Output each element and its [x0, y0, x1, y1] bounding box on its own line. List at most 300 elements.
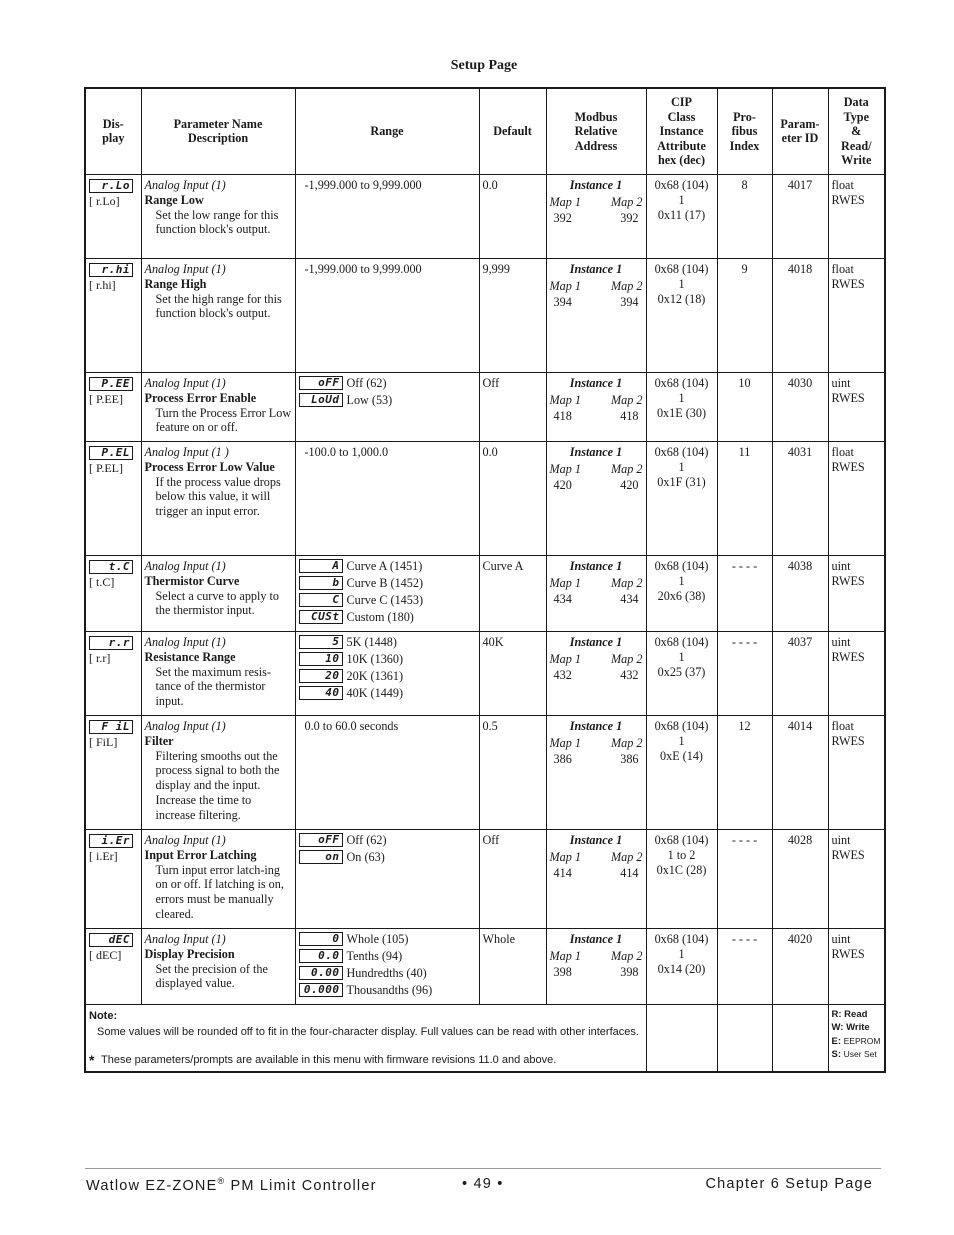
modbus-addr2: 414: [620, 865, 639, 880]
col-header-default: Default: [479, 88, 546, 174]
modbus-map2: Map 2: [611, 575, 643, 590]
display-cell: [85, 372, 141, 441]
modbus-cell: [546, 372, 646, 441]
param-id-cell: 4018: [772, 258, 828, 372]
col-header-param-id: Param- eter ID: [772, 88, 828, 174]
display-cell: [85, 555, 141, 631]
range-option-text: Hundredths (40): [346, 965, 427, 980]
cip-cell: [646, 258, 717, 372]
data-type: uint: [831, 832, 851, 847]
display-label: [ i.Er]: [89, 848, 118, 863]
default-cell: 0.0: [479, 441, 546, 555]
default-cell: Off: [479, 372, 546, 441]
cip-class: 0x68 (104): [654, 177, 709, 192]
range-cell: [295, 829, 479, 928]
cip-cell: [646, 372, 717, 441]
header-row: [85, 88, 885, 174]
param-description: Filtering smooths out the process signal to both the display and the input. Increase the time to increase filtering.: [155, 748, 280, 822]
display-label: [ dEC]: [89, 947, 122, 962]
range-text: -1,999.000 to 9,999.000: [304, 177, 422, 192]
param-description: Select a curve to apply to the thermistor input.: [155, 588, 280, 618]
data-type-cell: [828, 715, 885, 829]
cip-attribute: 0x1F (31): [657, 474, 706, 489]
param-id-cell: 4037: [772, 631, 828, 715]
read-write: RWES: [831, 276, 865, 291]
modbus-addr2: 398: [620, 964, 639, 979]
display-code-box: 0.00: [299, 966, 343, 980]
note-cell: [85, 1004, 646, 1072]
modbus-map2: Map 2: [611, 948, 643, 963]
range-option-text: 5K (1448): [346, 634, 397, 649]
param-cell: [141, 441, 295, 555]
param-name: Display Precision: [144, 946, 235, 961]
table-body: [85, 174, 885, 1004]
modbus-map1: Map 1: [549, 849, 581, 864]
display-code-box: 20: [299, 669, 343, 683]
modbus-addr2: 394: [620, 294, 639, 309]
profibus-cell: 8: [717, 174, 772, 258]
param-id-cell: 4028: [772, 829, 828, 928]
param-cell: [141, 258, 295, 372]
display-cell: [85, 631, 141, 715]
display-code-box: 10: [299, 652, 343, 666]
modbus-map1: Map 1: [549, 735, 581, 750]
col-header-param: Parameter Name Description: [141, 88, 295, 174]
param-cell: [141, 631, 295, 715]
display-code-box: oFF: [299, 376, 343, 390]
read-write: RWES: [831, 390, 865, 405]
legend-item: E: EEPROM: [831, 1035, 881, 1047]
param-id-cell: 4020: [772, 928, 828, 1004]
cip-class: 0x68 (104): [654, 261, 709, 276]
modbus-map1: Map 1: [549, 194, 581, 209]
modbus-map1: Map 1: [549, 392, 581, 407]
range-option-text: Custom (180): [346, 609, 414, 624]
param-category: Analog Input (1 ): [144, 444, 229, 459]
param-name: Filter: [144, 733, 174, 748]
modbus-addr2: 432: [620, 667, 639, 682]
modbus-instance: Instance 1: [569, 718, 623, 733]
display-label: [ P.EL]: [89, 460, 123, 475]
read-write: RWES: [831, 459, 865, 474]
display-code-box: 0.0: [299, 949, 343, 963]
modbus-instance: Instance 1: [569, 558, 623, 573]
data-type-cell: [828, 174, 885, 258]
cip-cell: [646, 715, 717, 829]
display-code-box: CUSt: [299, 610, 343, 624]
param-description: Set the high range for this function block's output.: [155, 291, 282, 321]
display-code-box: P.EE: [89, 377, 133, 391]
range-cell: [295, 631, 479, 715]
range-option-text: 40K (1449): [346, 685, 404, 700]
display-code-box: 5: [299, 635, 343, 649]
cip-instance: 1: [678, 573, 685, 588]
read-write: RWES: [831, 847, 865, 862]
param-description: Turn input error latch-ing on or off. If latching is on, errors must be manually cleared.: [155, 862, 284, 921]
display-code-box: 40: [299, 686, 343, 700]
param-description: Set the maximum resis-tance of the thermistor input.: [155, 664, 271, 709]
note-title: Note:: [89, 1009, 118, 1022]
modbus-instance: Instance 1: [569, 444, 623, 459]
param-name: Process Error Low Value: [144, 459, 275, 474]
footer-page-number: • 49 •: [462, 1176, 504, 1192]
data-type-cell: [828, 829, 885, 928]
cip-instance: 1: [678, 390, 685, 405]
param-name: Thermistor Curve: [144, 573, 240, 588]
modbus-map2: Map 2: [611, 735, 643, 750]
modbus-addr1: 414: [553, 865, 572, 880]
param-category: Analog Input (1): [144, 261, 226, 276]
param-category: Analog Input (1): [144, 177, 226, 192]
range-option: [299, 833, 476, 850]
cip-cell: [646, 174, 717, 258]
param-category: Analog Input (1): [144, 718, 226, 733]
range-option-text: On (63): [346, 849, 385, 864]
modbus-addr2: 420: [620, 477, 639, 492]
read-write: RWES: [831, 192, 865, 207]
cip-attribute: 0x25 (37): [657, 664, 706, 679]
data-type: uint: [831, 375, 851, 390]
display-label: [ t.C]: [89, 574, 115, 589]
modbus-map2: Map 2: [611, 849, 643, 864]
display-cell: [85, 441, 141, 555]
default-cell: 0.0: [479, 174, 546, 258]
cip-instance: 1: [678, 276, 685, 291]
cip-cell: [646, 928, 717, 1004]
range-option-text: Off (62): [346, 832, 387, 847]
modbus-instance: Instance 1: [569, 931, 623, 946]
display-code-box: A: [299, 559, 343, 573]
cip-cell: [646, 555, 717, 631]
parameter-table: [84, 87, 886, 1073]
modbus-map1: Map 1: [549, 278, 581, 293]
range-text: 0.0 to 60.0 seconds: [304, 718, 399, 733]
profibus-cell: 11: [717, 441, 772, 555]
cip-attribute: 0x11 (17): [657, 207, 706, 222]
range-text: -1,999.000 to 9,999.000: [304, 261, 422, 276]
page-title: Setup Page: [450, 58, 518, 73]
range-option: [299, 966, 476, 983]
range-cell: [295, 555, 479, 631]
modbus-addr1: 386: [553, 751, 572, 766]
modbus-cell: [546, 928, 646, 1004]
cip-attribute: 0x1C (28): [656, 862, 707, 877]
param-name: Resistance Range: [144, 649, 236, 664]
range-cell: [295, 715, 479, 829]
param-category: Analog Input (1): [144, 375, 226, 390]
range-option: [299, 635, 476, 652]
param-description: Turn the Process Error Low feature on or off.: [155, 405, 292, 435]
display-label: [ P.EE]: [89, 391, 123, 406]
rw-legend: [828, 1004, 885, 1072]
modbus-map1: Map 1: [549, 575, 581, 590]
range-option: [299, 376, 476, 393]
col-header-modbus: Modbus Relative Address: [546, 88, 646, 174]
modbus-map1: Map 1: [549, 651, 581, 666]
range-text: -100.0 to 1,000.0: [304, 444, 389, 459]
range-option-text: Curve A (1451): [346, 558, 423, 573]
table-row: [85, 928, 885, 1004]
profibus-cell: - - - -: [717, 829, 772, 928]
note-empty-profibus: [717, 1004, 772, 1072]
data-type-cell: [828, 372, 885, 441]
display-code-box: t.C: [89, 560, 133, 574]
range-option: [299, 559, 476, 576]
modbus-cell: [546, 174, 646, 258]
modbus-addr1: 394: [553, 294, 572, 309]
cip-instance: 1: [678, 733, 685, 748]
range-option: [299, 610, 476, 627]
data-type: float: [831, 177, 854, 192]
param-cell: [141, 715, 295, 829]
modbus-addr1: 432: [553, 667, 572, 682]
col-header-range: Range: [295, 88, 479, 174]
modbus-addr1: 398: [553, 964, 572, 979]
range-option: [299, 932, 476, 949]
cip-instance: 1: [678, 192, 685, 207]
data-type: uint: [831, 931, 851, 946]
cip-attribute: 0x12 (18): [657, 291, 706, 306]
range-option-text: Curve B (1452): [346, 575, 423, 590]
display-code-box: i.Er: [89, 834, 133, 848]
display-code-box: r.hi: [89, 263, 133, 277]
param-name: Input Error Latching: [144, 847, 257, 862]
display-code-box: r.r: [89, 636, 133, 650]
cip-attribute: 0xE (14): [660, 748, 703, 763]
modbus-cell: [546, 441, 646, 555]
default-cell: 0.5: [479, 715, 546, 829]
cip-instance: 1: [678, 946, 685, 961]
col-header-data-type: Data Type & Read/ Write: [828, 88, 885, 174]
modbus-cell: [546, 555, 646, 631]
modbus-addr1: 434: [553, 591, 572, 606]
param-category: Analog Input (1): [144, 558, 226, 573]
param-name: Range High: [144, 276, 207, 291]
legend-item: S: User Set: [831, 1049, 877, 1061]
param-id-cell: 4014: [772, 715, 828, 829]
range-option: [299, 652, 476, 669]
modbus-addr1: 418: [553, 408, 572, 423]
modbus-map1: Map 1: [549, 948, 581, 963]
param-category: Analog Input (1): [144, 634, 226, 649]
display-cell: [85, 258, 141, 372]
read-write: RWES: [831, 733, 865, 748]
asterisk-icon: *: [89, 1051, 95, 1068]
display-cell: [85, 829, 141, 928]
cip-instance: 1: [678, 649, 685, 664]
display-cell: [85, 174, 141, 258]
firmware-note: [89, 1052, 643, 1068]
display-label: [ r.Lo]: [89, 193, 120, 208]
data-type: float: [831, 444, 854, 459]
table-row: [85, 174, 885, 258]
modbus-instance: Instance 1: [569, 634, 623, 649]
data-type-cell: [828, 928, 885, 1004]
data-type: uint: [831, 634, 851, 649]
range-option-text: Low (53): [346, 392, 393, 407]
range-cell: [295, 258, 479, 372]
col-header-profibus: Pro- fibus Index: [717, 88, 772, 174]
modbus-instance: Instance 1: [569, 375, 623, 390]
data-type-cell: [828, 441, 885, 555]
modbus-addr2: 434: [620, 591, 639, 606]
table-row: [85, 715, 885, 829]
param-category: Analog Input (1): [144, 931, 226, 946]
range-cell: [295, 928, 479, 1004]
param-name: Range Low: [144, 192, 204, 207]
param-cell: [141, 372, 295, 441]
note-text: Some values will be rounded off to fit in the four-character display. Full values can be read with other interfaces.: [97, 1025, 639, 1038]
display-label: [ FiL]: [89, 734, 118, 749]
param-cell: [141, 928, 295, 1004]
param-id-cell: 4031: [772, 441, 828, 555]
range-cell: [295, 441, 479, 555]
cip-attribute: 0x1E (30): [656, 405, 707, 420]
modbus-instance: Instance 1: [569, 261, 623, 276]
cip-class: 0x68 (104): [654, 931, 709, 946]
modbus-cell: [546, 258, 646, 372]
display-label: [ r.r]: [89, 650, 111, 665]
range-option-text: Off (62): [346, 375, 387, 390]
cip-attribute: 0x14 (20): [657, 961, 706, 976]
note-empty-cip: [646, 1004, 717, 1072]
param-description: Set the precision of the displayed value.: [155, 961, 268, 991]
profibus-cell: 12: [717, 715, 772, 829]
cip-class: 0x68 (104): [654, 718, 709, 733]
cip-class: 0x68 (104): [654, 444, 709, 459]
legend-item: R: Read: [831, 1008, 868, 1020]
read-write: RWES: [831, 649, 865, 664]
profibus-cell: 9: [717, 258, 772, 372]
param-description: Set the low range for this function block's output.: [155, 207, 279, 237]
param-cell: [141, 829, 295, 928]
modbus-map2: Map 2: [611, 278, 643, 293]
display-code-box: LoUd: [299, 393, 343, 407]
param-id-cell: 4017: [772, 174, 828, 258]
cip-class: 0x68 (104): [654, 634, 709, 649]
legend-item: W: Write: [831, 1022, 870, 1034]
modbus-map1: Map 1: [549, 461, 581, 476]
col-header-cip: CIP Class Instance Attribute hex (dec): [646, 88, 717, 174]
range-option: [299, 393, 476, 410]
footer-divider: [85, 1168, 881, 1169]
modbus-map2: Map 2: [611, 194, 643, 209]
data-type-cell: [828, 631, 885, 715]
param-cell: [141, 555, 295, 631]
modbus-addr2: 386: [620, 751, 639, 766]
table-row: [85, 829, 885, 928]
modbus-cell: [546, 715, 646, 829]
profibus-cell: - - - -: [717, 555, 772, 631]
default-cell: 40K: [479, 631, 546, 715]
display-code-box: b: [299, 576, 343, 590]
data-type: float: [831, 718, 854, 733]
modbus-map2: Map 2: [611, 461, 643, 476]
modbus-instance: Instance 1: [569, 177, 623, 192]
range-option: [299, 576, 476, 593]
modbus-addr1: 420: [553, 477, 572, 492]
note-row: [85, 1004, 885, 1072]
data-type-cell: [828, 258, 885, 372]
footer-product: Watlow EZ-ZONE® PM Limit Controller: [86, 1176, 377, 1194]
param-name: Process Error Enable: [144, 390, 257, 405]
range-option: [299, 949, 476, 966]
range-option-text: Whole (105): [346, 931, 409, 946]
display-code-box: 0.000: [299, 983, 343, 997]
display-code-box: r.Lo: [89, 179, 133, 193]
modbus-cell: [546, 631, 646, 715]
range-option-text: 20K (1361): [346, 668, 404, 683]
range-option-text: Thousandths (96): [346, 982, 433, 997]
modbus-map2: Map 2: [611, 651, 643, 666]
param-cell: [141, 174, 295, 258]
profibus-cell: - - - -: [717, 631, 772, 715]
modbus-addr2: 392: [620, 210, 639, 225]
cip-cell: [646, 631, 717, 715]
read-write: RWES: [831, 573, 865, 588]
range-option: [299, 983, 476, 1000]
param-id-cell: 4038: [772, 555, 828, 631]
display-code-box: dEC: [89, 933, 133, 947]
table-row: [85, 258, 885, 372]
range-option: [299, 593, 476, 610]
cip-attribute: 20x6 (38): [657, 588, 706, 603]
profibus-cell: - - - -: [717, 928, 772, 1004]
profibus-cell: 10: [717, 372, 772, 441]
display-code-box: oFF: [299, 833, 343, 847]
range-cell: [295, 372, 479, 441]
range-cell: [295, 174, 479, 258]
display-code-box: C: [299, 593, 343, 607]
data-type: uint: [831, 558, 851, 573]
modbus-addr2: 418: [620, 408, 639, 423]
footer-chapter: Chapter 6 Setup Page: [705, 1176, 873, 1192]
display-code-box: on: [299, 850, 343, 864]
default-cell: 9,999: [479, 258, 546, 372]
param-description: If the process value drops below this value, it will trigger an input error.: [155, 474, 281, 519]
cip-instance: 1: [678, 459, 685, 474]
range-option-text: Curve C (1453): [346, 592, 423, 607]
display-label: [ r.hi]: [89, 277, 116, 292]
range-option: [299, 850, 476, 867]
modbus-instance: Instance 1: [569, 832, 623, 847]
display-cell: [85, 715, 141, 829]
col-header-display: Dis- play: [85, 88, 141, 174]
cip-instance: 1 to 2: [667, 847, 696, 862]
modbus-addr1: 392: [553, 210, 572, 225]
data-type-cell: [828, 555, 885, 631]
cip-cell: [646, 441, 717, 555]
param-category: Analog Input (1): [144, 832, 226, 847]
default-cell: Curve A: [479, 555, 546, 631]
range-option: [299, 686, 476, 703]
range-option-text: 10K (1360): [346, 651, 404, 666]
range-option-text: Tenths (94): [346, 948, 403, 963]
data-type: float: [831, 261, 854, 276]
cip-class: 0x68 (104): [654, 375, 709, 390]
cip-class: 0x68 (104): [654, 558, 709, 573]
param-id-cell: 4030: [772, 372, 828, 441]
read-write: RWES: [831, 946, 865, 961]
note-empty-param-id: [772, 1004, 828, 1072]
default-cell: Whole: [479, 928, 546, 1004]
table-row: [85, 631, 885, 715]
range-option: [299, 669, 476, 686]
default-cell: Off: [479, 829, 546, 928]
display-cell: [85, 928, 141, 1004]
cip-cell: [646, 829, 717, 928]
modbus-map2: Map 2: [611, 392, 643, 407]
